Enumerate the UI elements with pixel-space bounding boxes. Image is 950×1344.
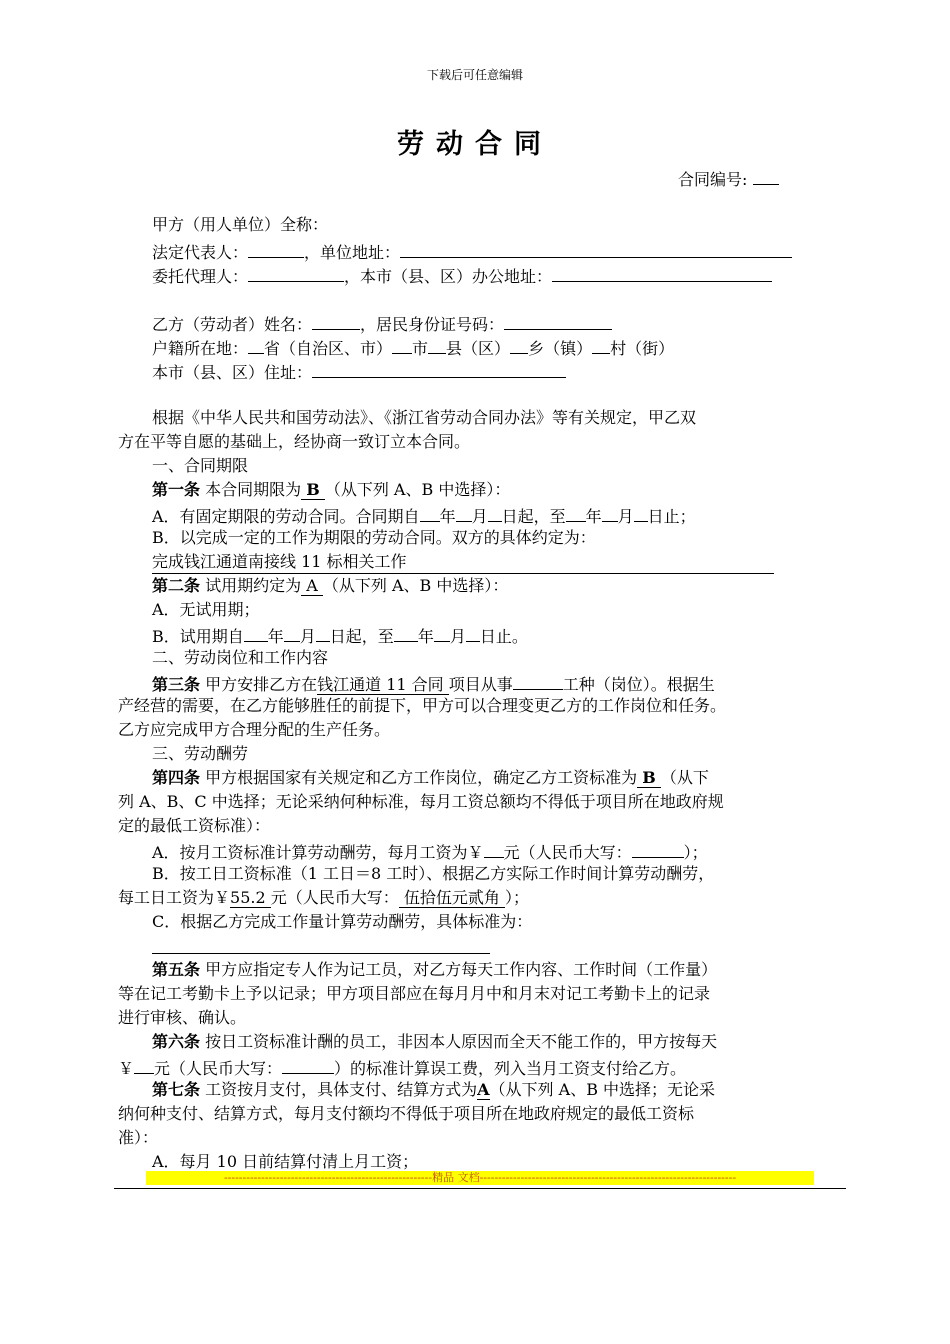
article-7-line-3: 准）：	[118, 1128, 159, 1147]
party-a-name: 甲方（用人单位）全称：	[152, 215, 329, 234]
article-2-option-b: B．试用期自 年 月 日起，至 年 月 日止。	[152, 623, 528, 648]
article-1-option-b-value: 完成钱江通道南接线 11 标相关工作	[152, 551, 774, 574]
footer-rule	[114, 1188, 846, 1189]
party-a-rep: 法定代表人： ，单位地址：	[152, 239, 792, 264]
party-b-address: 本市（县、区）住址：	[152, 359, 566, 384]
section-1-heading: 一、合同期限	[152, 456, 249, 475]
article-7-option-a: A．每月 10 日前结算付清上月工资；	[152, 1152, 419, 1171]
article-5-line-2: 等在记工考勤卡上予以记录；甲方项目部应在每月月中和月末对记工考勤卡上的记录	[118, 984, 711, 1003]
header-note: 下载后可任意编辑	[426, 68, 523, 82]
article-5: 第五条 甲方应指定专人作为记工员，对乙方每天工作内容、工作时间（工作量）	[152, 960, 718, 979]
article-4-option-b-1: B．按工日工资标准（1 工日＝8 工时）、根据乙方实际工作时间计算劳动酬劳，	[152, 864, 715, 883]
article-4-line-2: 列 A、B、C 中选择；无论采纳何种标准，每月工资总额均不得低于项目所在地政府规	[118, 792, 724, 811]
article-6: 第六条 按日工资标准计酬的员工，非因本人原因而全天不能工作的，甲方按每天	[152, 1032, 718, 1051]
article-4-option-b-2: 每工日工资为￥55.2 元（人民币大写： 伍拾伍元贰角 ）；	[118, 888, 529, 907]
section-2-heading: 二、劳动岗位和工作内容	[152, 648, 329, 667]
article-3: 第三条 甲方安排乙方在钱江通道 11 合同 项目从事 工种（岗位）。根据生	[152, 671, 715, 696]
article-2: 第二条 试用期约定为 A （从下列 A、B 中选择）：	[152, 576, 509, 595]
article-6-line-2: ￥ 元（人民币大写： ）的标准计算误工费，列入当月工资支付给乙方。	[118, 1055, 686, 1080]
article-7: 第七条 工资按月支付，具体支付、结算方式为A（从下列 A、B 中选择；无论采	[152, 1080, 716, 1099]
party-b-residence: 户籍所在地： 省（自治区、市） 市 县（区） 乡（镇） 村（街）	[152, 335, 674, 360]
intro-line-2: 方在平等自愿的基础上，经协商一致订立本合同。	[118, 432, 471, 451]
party-b-name: 乙方（劳动者）姓名： ，居民身份证号码：	[152, 311, 612, 336]
article-4: 第四条 甲方根据国家有关规定和乙方工作岗位，确定乙方工资标准为 B （从下	[152, 768, 709, 787]
article-4-line-3: 定的最低工资标准）：	[118, 816, 271, 835]
article-5-line-3: 进行审核、确认。	[118, 1008, 247, 1027]
article-3-line-2: 产经营的需要，在乙方能够胜任的前提下，甲方可以合理变更乙方的工作岗位和任务。	[118, 696, 727, 715]
section-3-heading: 三、劳动酬劳	[152, 744, 249, 763]
article-2-option-a: A．无试用期；	[152, 600, 260, 619]
article-4-option-a: A．按月工资标准计算劳动酬劳，每月工资为￥ 元（人民币大写： ）；	[152, 839, 708, 864]
article-7-line-2: 纳何种支付、结算方式，每月支付额均不得低于项目所在地政府规定的最低工资标	[118, 1104, 695, 1123]
intro-line-1: 根据《中华人民共和国劳动法》、《浙江省劳动合同办法》等有关规定，甲乙双	[152, 408, 697, 427]
article-3-line-3: 乙方应完成甲方合理分配的生产任务。	[118, 720, 391, 739]
party-a-agent: 委托代理人： ，本市（县、区）办公地址：	[152, 263, 772, 288]
document-title: 劳动合同	[397, 129, 553, 160]
article-1: 第一条 本合同期限为 B （从下列 A、B 中选择）：	[152, 480, 511, 499]
article-4-option-c-blank	[152, 935, 490, 960]
contract-number: 合同编号:	[678, 166, 779, 190]
article-1-option-a: A．有固定期限的劳动合同。合同期自 年 月 日起，至 年 月 日止；	[152, 503, 696, 528]
article-4-option-c: C．根据乙方完成工作量计算劳动酬劳，具体标准为：	[152, 912, 533, 931]
article-1-option-b: B．以完成一定的工作为期限的劳动合同。双方的具体约定为：	[152, 528, 596, 547]
footer-watermark-bar: --------------------------------------------------------精品 文档---------------------------------------------------------------------	[146, 1171, 814, 1185]
